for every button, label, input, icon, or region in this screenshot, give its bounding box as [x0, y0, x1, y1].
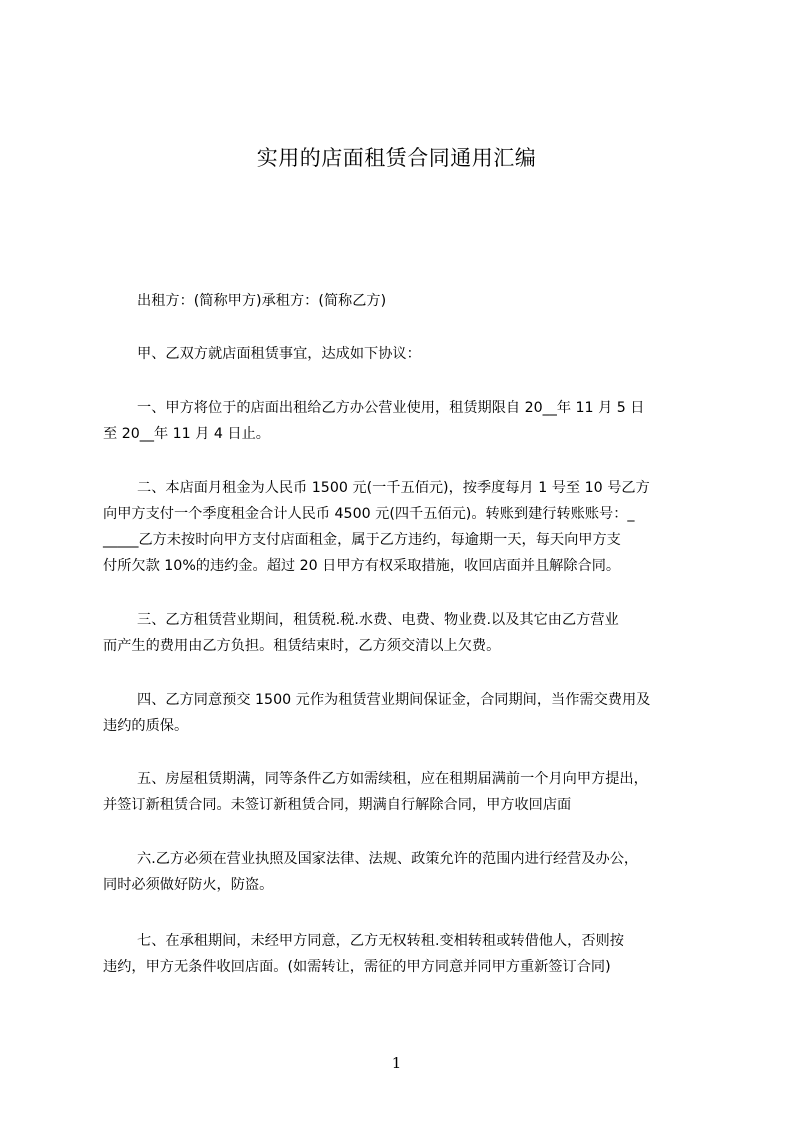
- paragraph-line: 一、甲方将位于的店面出租给乙方办公营业使用，租赁期限自 20__年 11 月 5 日: [137, 400, 645, 416]
- paragraph-clause-4: [103, 687, 708, 739]
- paragraph-clause-6: [103, 846, 708, 898]
- paragraph-line: 向甲方支付一个季度租金合计人民币 4500 元(四千五佰元)。转账到建行转账账号：_: [103, 506, 635, 522]
- paragraph-clause-3: [103, 607, 708, 659]
- paragraph-line: 并签订新租赁合同。未签订新租赁合同，期满自行解除合同，甲方收回店面: [103, 797, 572, 813]
- paragraph-line: 四、乙方同意预交 1500 元作为租赁营业期间保证金，合同期间，当作需交费用及: [137, 692, 651, 708]
- page-number: 1: [391, 1054, 402, 1072]
- paragraph-line: 三、乙方租赁营业期间，租赁税.税.水费、电费、物业费.以及其它由乙方营业: [137, 612, 619, 628]
- paragraph-line: 五、房屋租赁期满，同等条件乙方如需续租，应在租期届满前一个月向甲方提出，: [137, 771, 648, 787]
- document-title: 实用的店面租赁合同通用汇编: [256, 146, 537, 170]
- paragraph-clause-7: [103, 928, 708, 980]
- paragraph-line: 甲、乙双方就店面租赁事宜，达成如下协议：: [137, 346, 421, 362]
- paragraph-line: _____乙方未按时向甲方支付店面租金，属于乙方违约，每逾期一天，每天向甲方支: [103, 532, 621, 548]
- paragraph-line: 六.乙方必须在营业执照及国家法律、法规、政策允许的范围内进行经营及办公，: [137, 851, 639, 867]
- paragraph-parties: [103, 288, 708, 314]
- paragraph-line: 至 20__年 11 月 4 日止。: [103, 426, 270, 442]
- paragraph-clause-5: [103, 766, 708, 818]
- paragraph-line: 违约的质保。: [103, 718, 189, 734]
- paragraph-line: 出租方：(简称甲方)承租方：(简称乙方): [137, 293, 387, 309]
- paragraph-line: 违约，甲方无条件收回店面。(如需转让，需征的甲方同意并同甲方重新签订合同): [103, 959, 611, 975]
- paragraph-line: 二、本店面月租金为人民币 1500 元(一千五佰元)，按季度每月 1 号至 10 号乙方: [137, 480, 650, 496]
- paragraph-line: 而产生的费用由乙方负担。租赁结束时，乙方须交清以上欠费。: [103, 638, 501, 654]
- paragraph-clause-2: [103, 475, 708, 579]
- paragraph-clause-1: [103, 395, 708, 447]
- paragraph-line: 同时必须做好防火，防盗。: [103, 877, 274, 893]
- paragraph-agreement-intro: [103, 341, 708, 367]
- paragraph-line: 付所欠款 10%的违约金。超过 20 日甲方有权采取措施，收回店面并且解除合同。: [103, 558, 621, 574]
- paragraph-line: 七、在承租期间，未经甲方同意，乙方无权转租.变相转租或转借他人，否则按: [137, 933, 624, 949]
